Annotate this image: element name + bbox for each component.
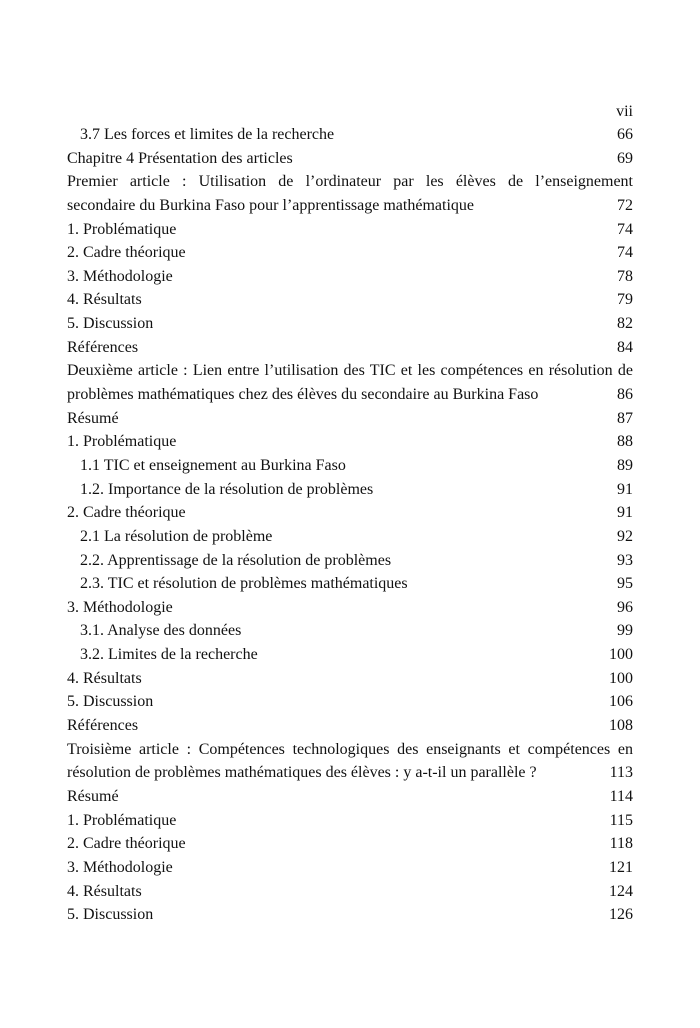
toc-entry[interactable]	[67, 336, 633, 360]
toc-entry-page: 66	[617, 126, 633, 143]
toc-entry[interactable]	[67, 596, 633, 620]
toc-entry-page: 91	[617, 480, 633, 498]
toc-entry[interactable]	[67, 809, 633, 833]
toc-entry-title-line: Troisième article : Compétences technologiques des enseignants et compétences en	[67, 740, 633, 758]
toc-entry-title: Résumé	[67, 409, 119, 427]
toc-entry-page: 99	[617, 622, 633, 640]
toc-entry[interactable]	[67, 549, 633, 573]
toc-entry-page: 96	[617, 598, 633, 616]
toc-entry[interactable]	[67, 170, 633, 217]
page-number: vii	[616, 103, 633, 120]
toc-entry-page: 84	[617, 338, 633, 356]
toc-entry-title: 2. Cadre théorique	[67, 244, 186, 262]
toc-entry[interactable]	[67, 407, 633, 431]
toc-entry[interactable]	[67, 619, 633, 643]
toc-entry-title-line: Deuxième article : Lien entre l’utilisation des TIC et les compétences en résolution de	[67, 362, 633, 380]
toc-entry-page: 72	[617, 196, 633, 214]
toc-entry-title: 1. Problématique	[67, 220, 177, 238]
toc-entry[interactable]	[67, 218, 633, 242]
toc-entry-title: 4. Résultats	[67, 669, 142, 687]
toc-entry-title: 3. Méthodologie	[67, 267, 173, 285]
toc-entry-page: 89	[617, 456, 633, 474]
toc-entry-page: 69	[617, 149, 633, 167]
toc-entry-page: 79	[617, 291, 633, 309]
toc-entry[interactable]	[67, 525, 633, 549]
toc-entry-title: Chapitre 4 Présentation des articles	[67, 149, 293, 167]
toc-entry-page: 88	[617, 433, 633, 451]
toc-entry[interactable]	[67, 288, 633, 312]
toc-entry[interactable]	[67, 667, 633, 691]
toc-entry-title: 2. Cadre théorique	[67, 504, 186, 522]
toc-entry[interactable]	[67, 714, 633, 738]
table-of-contents	[67, 123, 633, 927]
toc-entry-page: 114	[609, 787, 633, 805]
toc-entry-title: Résumé	[67, 787, 119, 805]
toc-entry[interactable]	[67, 478, 633, 502]
toc-entry[interactable]	[67, 903, 633, 927]
toc-entry[interactable]	[67, 880, 633, 904]
toc-entry-title: 2.1 La résolution de problème	[80, 527, 273, 545]
toc-entry-title-line: Premier article : Utilisation de l’ordinateur par les élèves de l’enseignement	[67, 173, 633, 191]
toc-entry[interactable]	[67, 738, 633, 785]
toc-entry-title: 3.7 Les forces et limites de la recherche	[80, 126, 335, 143]
toc-entry-page: 108	[609, 717, 633, 735]
toc-entry-title: 1. Problématique	[67, 433, 177, 451]
toc-entry[interactable]	[67, 312, 633, 336]
toc-entry-page: 93	[617, 551, 633, 569]
toc-entry-page: 95	[617, 575, 633, 593]
toc-entry[interactable]	[67, 690, 633, 714]
toc-entry[interactable]	[67, 241, 633, 265]
toc-entry-page: 82	[617, 315, 633, 333]
toc-entry-title: 1.2. Importance de la résolution de problèmes	[80, 480, 374, 498]
toc-entry-title: problèmes mathématiques chez des élèves du secondaire au Burkina Faso	[67, 386, 539, 404]
toc-entry-title: 2.3. TIC et résolution de problèmes mathématiques	[80, 575, 408, 593]
toc-entry-title: 4. Résultats	[67, 291, 142, 309]
toc-entry-title: 2.2. Apprentissage de la résolution de problèmes	[80, 551, 392, 569]
toc-entry-page: 74	[617, 220, 633, 238]
toc-entry-page: 87	[617, 409, 633, 427]
toc-entry[interactable]	[67, 643, 633, 667]
toc-entry[interactable]	[67, 454, 633, 478]
toc-entry[interactable]	[67, 430, 633, 454]
toc-entry-title: secondaire du Burkina Faso pour l’apprentissage mathématique	[67, 196, 474, 214]
toc-entry-title: résolution de problèmes mathématiques des élèves : y a-t-il un parallèle ?	[67, 764, 537, 782]
toc-entry[interactable]	[67, 785, 633, 809]
toc-entry-page: 100	[609, 669, 633, 687]
toc-entry[interactable]	[67, 572, 633, 596]
toc-entry-title: Références	[67, 338, 139, 356]
toc-entry-title: 1. Problématique	[67, 811, 177, 829]
toc-entry-page: 74	[617, 244, 633, 262]
toc-entry-page: 121	[609, 858, 633, 876]
toc-entry-page: 115	[609, 811, 633, 829]
toc-entry-title: 3.2. Limites de la recherche	[80, 646, 258, 664]
toc-entry-page: 124	[609, 882, 633, 900]
toc-entry-page: 126	[609, 906, 633, 924]
toc-entry-page: 113	[609, 764, 633, 782]
toc-entry-title: 5. Discussion	[67, 693, 154, 711]
toc-entry-page: 100	[609, 646, 633, 664]
toc-entry-title: 3.1. Analyse des données	[80, 622, 242, 640]
toc-entry[interactable]	[67, 501, 633, 525]
toc-entry[interactable]	[67, 359, 633, 406]
toc-entry-title: 1.1 TIC et enseignement au Burkina Faso	[80, 456, 346, 474]
toc-entry-title: 3. Méthodologie	[67, 858, 173, 876]
toc-entry-title: 2. Cadre théorique	[67, 835, 186, 853]
toc-entry-title: 4. Résultats	[67, 882, 142, 900]
toc-entry-page: 106	[609, 693, 633, 711]
toc-entry-title: Références	[67, 717, 139, 735]
toc-entry-title: 5. Discussion	[67, 906, 154, 924]
toc-entry-page: 91	[617, 504, 633, 522]
toc-entry[interactable]	[67, 123, 633, 147]
toc-entry[interactable]	[67, 265, 633, 289]
toc-entry-page: 78	[617, 267, 633, 285]
toc-entry-title: 3. Méthodologie	[67, 598, 173, 616]
toc-entry[interactable]	[67, 147, 633, 171]
toc-entry-page: 86	[617, 386, 633, 404]
toc-entry-title: 5. Discussion	[67, 315, 154, 333]
toc-entry-page: 118	[609, 835, 633, 853]
toc-entry[interactable]	[67, 856, 633, 880]
toc-entry[interactable]	[67, 832, 633, 856]
toc-entry-page: 92	[617, 527, 633, 545]
